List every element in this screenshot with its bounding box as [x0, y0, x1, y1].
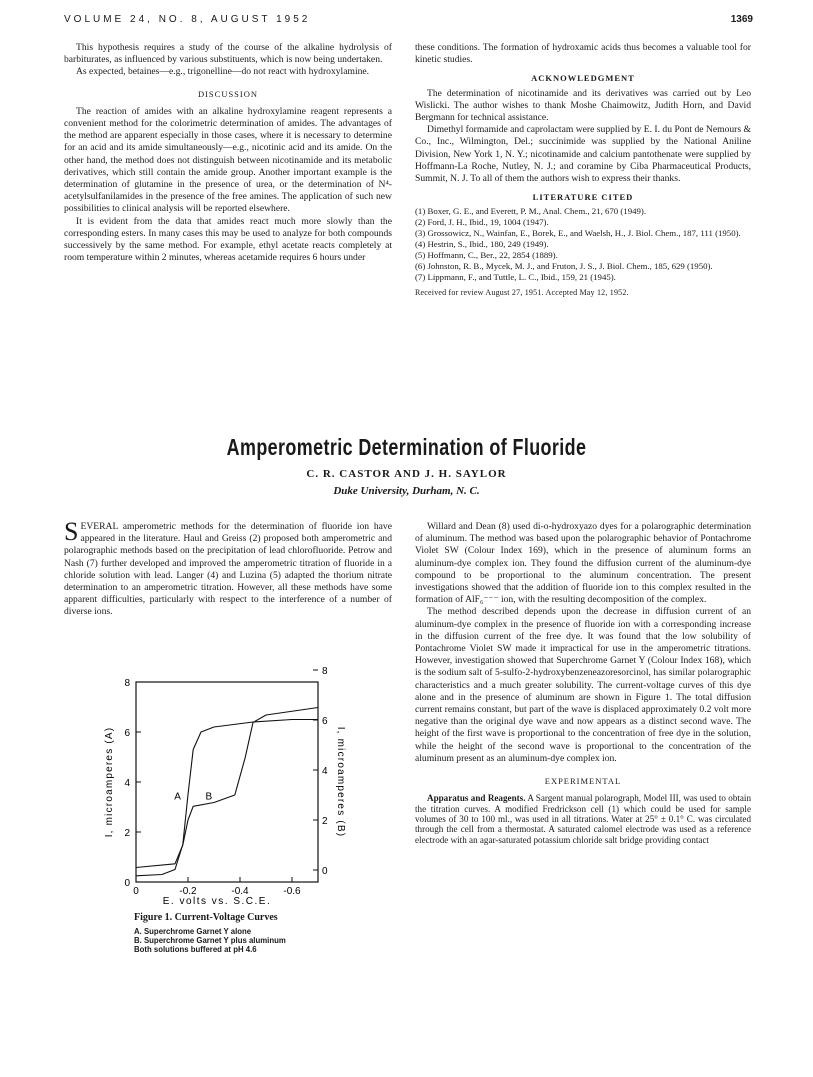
- drop-cap: S: [64, 517, 79, 546]
- article-affiliation: Duke University, Durham, N. C.: [333, 485, 480, 497]
- x-tick-label: -0.6: [283, 886, 301, 897]
- y-left-tick-label: 2: [124, 828, 130, 839]
- paragraph: It is evident from the data that amides react much more slowly than the corresponding esters. In many cases this may be used to analyze for both compounds successively by the same method. For example, ethyl acetate reacts completely at room temperature within 2 minutes, whereas acetamide requires 6 hours under: [64, 215, 392, 264]
- x-tick-label: -0.2: [179, 886, 197, 897]
- plot-frame: [136, 682, 318, 882]
- paragraph: The determination of nicotinamide and its derivatives was carried out by Leo Wislicki. The author wishes to thank Moshe Chaimowitz, Judith Horn, and David Bergmann for technical assistance.: [415, 87, 751, 124]
- figure-caption-title: Figure 1. Current-Voltage Curves: [134, 912, 278, 923]
- y-right-tick-label: 0: [322, 866, 328, 877]
- run-in-heading: Apparatus and Reagents.: [427, 793, 526, 804]
- top-left-column: [64, 42, 392, 264]
- experimental-text: A Sargent manual polarograph, Model III, was used to obtain the titration curves. A modified Fredrickson cell (1) which could be used for sample volumes of 30 to 100 ml., was used in all titrations. Water at 25° ± 0.1° C. was circulated through the cell from a thermostat. A saturated calomel electrode was used as a reference electrode with an agar-saturated potassium chloride salt bridge providing contact: [415, 793, 751, 845]
- paragraph: Willard and Dean (8) used di-o-hydroxyazo dyes for a polarographic determination of aluminum. The method was based upon the polarographic behavior of Pontachrome Violet SW (Colour Index 169), which in the presence of aluminum forms an aluminum-dye complex ion. They found the diffusion current of the aluminum-dye compound to be proportional to the aluminum concentration. The present investigations showed that the addition of fluoride ion to this complex resulted in the formation of AlF₆⁻⁻⁻ ion, with the resulting decomposition of the complex.: [415, 521, 751, 606]
- reference-item: (1) Boxer, G. E., and Everett, P. M., Anal. Chem., 21, 670 (1949).: [415, 206, 647, 217]
- figure-legend: [134, 927, 384, 954]
- received-note: Received for review August 27, 1951. Accepted May 12, 1952.: [415, 288, 629, 298]
- y-left-tick-label: 8: [124, 678, 130, 689]
- y-right-tick-label: 8: [322, 666, 328, 677]
- experimental-paragraph: [415, 793, 751, 845]
- y-right-tick-label: 2: [322, 816, 328, 827]
- intro-paragraph: [64, 517, 392, 619]
- page-header: [64, 14, 753, 30]
- figure-caption: [134, 912, 384, 954]
- reference-list: [415, 206, 751, 283]
- figure-1: [96, 664, 356, 904]
- intro-text: EVERAL amperometric methods for the determination of fluoride ion have appeared in the literature. Haul and Greiss (2) proposed both amperometric and polarographic methods based on the precipitation of lead chlorofluoride. Petrow and Nash (7) further developed and improved the amperometric titration of fluoride in a chloride solution with lead. Langer (4) and Luzina (5) adapted the thorium nitrate determination to an amperometric titration. However, all these methods have some apparent difficulties, particularly with respect to the interference of a number of diverse ions.: [64, 521, 392, 618]
- y-right-tick-label: 4: [322, 766, 328, 777]
- reference-item: (7) Lippmann, F., and Tuttle, L. C., Ibid., 159, 21 (1945).: [415, 272, 616, 283]
- current-voltage-chart: [96, 664, 356, 904]
- bottom-right-column: [415, 521, 751, 845]
- paragraph: As expected, betaines—e.g., trigonelline—do not react with hydroxylamine.: [76, 66, 370, 78]
- y-left-axis-label: I, microamperes (A): [104, 726, 115, 838]
- discussion-heading: DISCUSSION: [197, 88, 259, 99]
- acknowledgment-heading: ACKNOWLEDGMENT: [531, 73, 635, 84]
- top-right-column: [415, 42, 751, 300]
- page-number: 1369: [730, 14, 753, 25]
- legend-entry: B. Superchrome Garnet Y plus aluminum: [134, 936, 286, 945]
- reference-item: (5) Hoffmann, C., Ber., 22, 2854 (1889).: [415, 250, 558, 261]
- reference-item: (3) Grossowicz, N., Wainfan, E., Borek, E., and Waelsh, H., J. Biol. Chem., 187, 111 (1950).: [415, 228, 741, 239]
- y-right-tick-label: 6: [322, 716, 328, 727]
- paragraph: The method described depends upon the decrease in diffusion current of an aluminum-dye complex in the presence of fluoride ion with a corresponding increase in the diffusion current of the free dye. It was found that the low solubility of Pontachrome Violet SW made it impractical for use in the amperometric titrations. However, investigation showed that Superchrome Garnet Y (Colour Index 168), which is the sodium salt of 5-sulfo-2-hydroxybenzeneazoresorcinol, has similar polarographic characteristics and a much greater solubility. The current-voltage curves of this dye alone and in the presence of aluminum are shown in Figure 1. The total diffusion current remains constant, but part of the wave is displaced approximately 0.2 volt more negative than the original dye wave and now appears as a distinct second wave. The height of the first wave is proportional to the concentration of free dye in the solution, while the height of the second wave is proportional to the concentration of the aluminum present as an aluminum-dye complex ion.: [415, 606, 751, 764]
- paragraph: The reaction of amides with an alkaline hydroxylamine reagent represents a convenient method for the colorimetric determination of amides. The advantages of the method are apparent especially in those cases, where it is necessary to determine for an acid and its amide simultaneously—e.g., nicotinic acid and its amide. On the other hand, the method does not distinguish between nicotinamide and its metabolic derivatives, which still contain the amide group. Another important example is the determination of glutamine in the presence of urea, or the determination of N⁴-acetylsulfanilamides in the presence of the free amines. The application of such new possibilities to clinical analysis will be reported elsewhere.: [64, 105, 392, 215]
- paragraph: Dimethyl formamide and caprolactam were supplied by E. I. du Pont de Nemours & Co., Inc., Wilmington, Del.; succinimide was supplied by the National Aniline Division, New York 1, N. Y.; nicotinamide and calcium pantothenate were supplied by Hoffmann-La Roche, Nutley, N. J.; and coramine by Ciba Pharmaceutical Products, Summit, N. J. To all of them the authors wish to express their thanks.: [415, 124, 751, 185]
- y-left-tick-label: 4: [124, 778, 130, 789]
- legend-entry: Both solutions buffered at pH 4.6: [134, 945, 257, 954]
- x-tick-label: -0.4: [231, 886, 249, 897]
- y-right-axis-label: I, microamperes (B): [335, 726, 346, 838]
- literature-cited-heading: LITERATURE CITED: [532, 192, 634, 203]
- reference-item: (4) Hestrin, S., Ibid., 180, 249 (1949).: [415, 239, 549, 250]
- reference-item: (2) Ford, J. H., Ibid., 19, 1004 (1947).: [415, 217, 549, 228]
- x-tick-label: 0: [133, 886, 139, 897]
- x-axis-label: E, volts vs. S.C.E.: [162, 896, 272, 904]
- curve-B: [136, 708, 318, 868]
- curve-label: A: [174, 791, 181, 803]
- y-left-tick-label: 6: [124, 728, 130, 739]
- article-title: Amperometric Determination of Fluoride: [226, 434, 587, 460]
- y-left-tick-label: 0: [124, 878, 130, 889]
- article-authors: C. R. CASTOR AND J. H. SAYLOR: [306, 468, 507, 480]
- curve-label: B: [205, 791, 213, 803]
- paragraph: these conditions. The formation of hydroxamic acids thus becomes a valuable tool for kinetic studies.: [415, 42, 751, 66]
- reference-item: (6) Johnston, R. B., Mycek, M. J., and Fruton, J. S., J. Biol. Chem., 185, 629 (1950).: [415, 261, 713, 272]
- running-head: VOLUME 24, NO. 8, AUGUST 1952: [64, 14, 311, 25]
- paragraph: This hypothesis requires a study of the course of the alkaline hydrolysis of barbiturates, as influenced by various substituents, which is now being undertaken.: [64, 42, 392, 66]
- bottom-left-column: [64, 517, 392, 619]
- legend-entry: A. Superchrome Garnet Y alone: [134, 927, 252, 936]
- experimental-heading: EXPERIMENTAL: [544, 776, 622, 787]
